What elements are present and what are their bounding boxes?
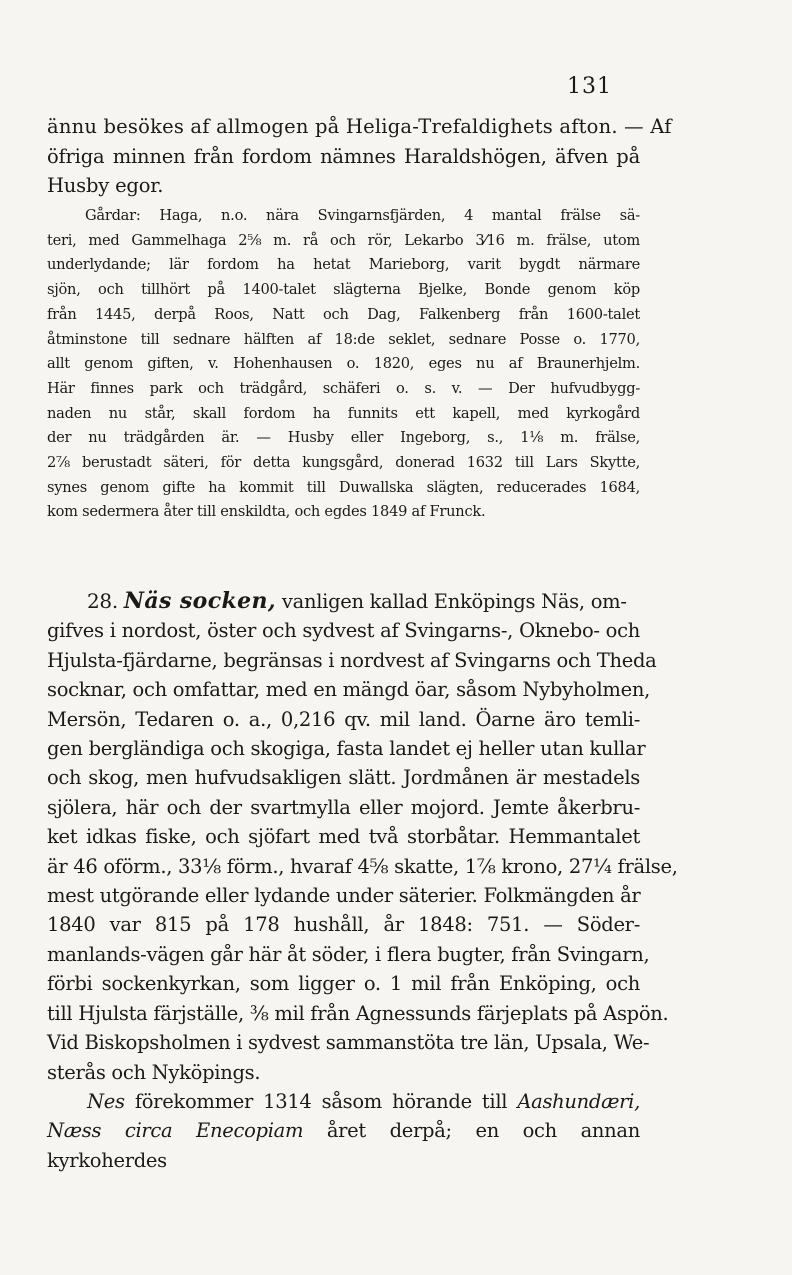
page-number: 131	[567, 74, 612, 99]
section-first-line	[47, 587, 640, 616]
text-line: åtminstone till sednare hälften af 18:de seklet, sednare Posse o. 1770,	[47, 330, 640, 348]
text-line: naden nu står, skall fordom ha funnits ett kapell, med kyrkogård	[47, 404, 640, 422]
text-line: socknar, och omfattar, med en mängd öar, såsom Nybyholmen,	[47, 678, 650, 702]
section-number: 28.	[87, 589, 118, 613]
text-line: från 1445, derpå Roos, Natt och Dag, Falkenberg från 1600-talet	[47, 305, 640, 323]
italic-term: Nes	[87, 1089, 125, 1113]
italic-term: Næss circa Enecopiam	[47, 1119, 304, 1143]
section-heading: Näs socken,	[123, 588, 276, 614]
text-line: är 46 oförm., 33⅛ förm., hvaraf 4⅝ skatte, 1⅞ krono, 27¼ frälse,	[47, 854, 678, 878]
section-text: vanligen kallad Enköpings Näs, om-	[281, 590, 627, 613]
intro-paragraph	[47, 112, 672, 201]
text-line: Vid Biskopsholmen i sydvest sammanstöta tre län, Upsala, We-	[47, 1031, 650, 1055]
text-line: öfriga minnen från fordom nämnes Haraldshögen, äfven på	[47, 144, 640, 168]
text-line: underlydande; lär fordom ha hetat Marieborg, varit bygdt närmare	[47, 256, 640, 274]
text-line: 2⅞ berustadt säteri, för detta kungsgård, donerad 1632 till Lars Skytte,	[47, 454, 640, 472]
text-line: Här finnes park och trädgård, schäferi o. s. v. — Der hufvudbygg-	[47, 379, 640, 397]
text-line: Gårdar: Haga, n.o. nära Svingarnsfjärden, 4 mantal frälse sä-	[85, 207, 640, 224]
farms-note	[47, 204, 640, 525]
text-line: gifves i nordost, öster och sydvest af Svingarns-, Oknebo- och	[47, 619, 640, 643]
text-line: synes genom gifte ha kommit till Duwallska slägten, reducerades 1684,	[47, 478, 640, 496]
text-line: teri, med Gammelhaga 2⅝ m. rå och rör, Lekarbo 3⁄16 m. frälse, utom	[47, 231, 640, 249]
text-line: och skog, men hufvudsakligen slätt. Jordmånen är mestadels	[47, 766, 640, 790]
text-line: sjölera, här och der svartmylla eller mojord. Jemte åkerbru-	[47, 795, 640, 819]
text-line: sjön, och tillhört på 1400-talet slägterna Bjelke, Bonde genom köp	[47, 281, 640, 299]
text-line: till Hjulsta färjställe, ⅜ mil från Agnessunds färjeplats på Aspön.	[47, 1001, 669, 1025]
text-line: Hjulsta-fjärdarne, begränsas i nordvest af Svingarns och Theda	[47, 648, 657, 672]
text-line: allt genom giften, v. Hohenhausen o. 1820, eges nu af Braunerhjelm.	[47, 355, 640, 373]
text-line: ket idkas fiske, och sjöfart med två storbåtar. Hemmantalet	[47, 825, 640, 849]
section-28	[47, 587, 678, 1175]
section-last-lines	[47, 1087, 640, 1175]
text-line: kom sedermera åter till enskildta, och egdes 1849 af Frunck.	[47, 503, 486, 521]
section-text: året derpå; en och annan kyrkoherdes	[47, 1119, 640, 1172]
text-line: manlands-vägen går här åt söder, i flera bugter, från Svingarn,	[47, 942, 650, 966]
text-line: der nu trädgården är. — Husby eller Ingeborg, s., 1⅛ m. frälse,	[47, 429, 640, 447]
text-line: förbi sockenkyrkan, som ligger o. 1 mil från Enköping, och	[47, 972, 640, 996]
text-line: Husby egor.	[47, 174, 164, 197]
text-line: ännu besökes af allmogen på Heliga-Trefaldighets afton. — Af	[47, 115, 672, 138]
text-line: Mersön, Tedaren o. a., 0,216 qv. mil land. Öarne äro temli-	[47, 707, 640, 731]
text-line: mest utgörande eller lydande under säterier. Folkmängden år	[47, 884, 641, 908]
text-line: sterås och Nyköpings.	[47, 1060, 261, 1084]
text-line: 1840 var 815 på 178 hushåll, år 1848: 751. — Söder-	[47, 913, 640, 937]
italic-term: Aashundæri,	[517, 1089, 641, 1113]
section-text: förekommer 1314 såsom hörande till	[134, 1089, 508, 1113]
text-line: gen bergländiga och skogiga, fasta landet ej heller utan kullar	[47, 737, 646, 761]
